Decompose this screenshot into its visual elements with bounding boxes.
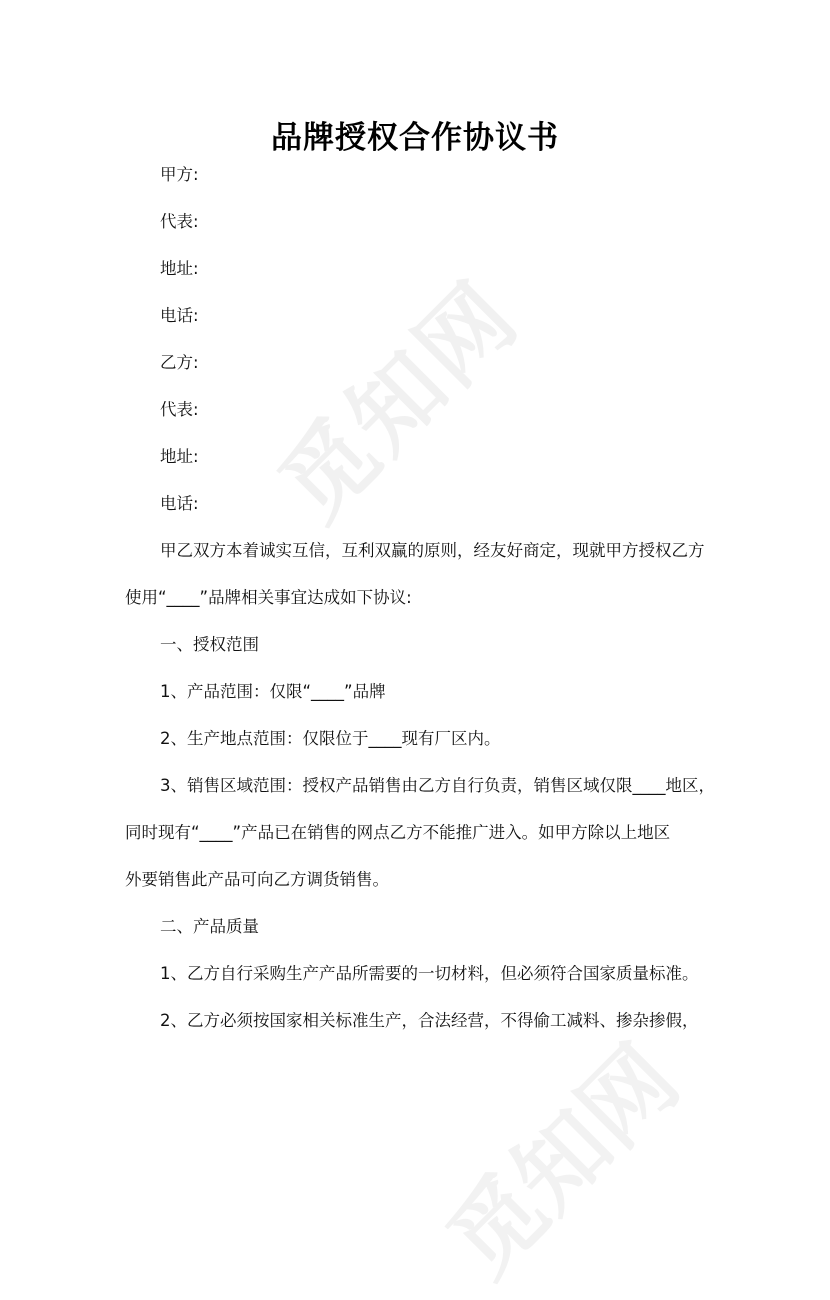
section-2-heading: 二、产品质量 xyxy=(160,917,259,936)
watermark: 觅知网 xyxy=(259,261,539,541)
party-b-phone: 电话: xyxy=(160,494,199,513)
party-b-representative: 代表: xyxy=(160,400,199,419)
section-1-item-2: 2、生产地点范围：仅限位于____现有厂区内。 xyxy=(160,729,501,748)
preamble-line-1: 甲乙双方本着诚实互信，互利双赢的原则，经友好商定，现就甲方授权乙方 xyxy=(160,541,705,560)
document-title: 品牌授权合作协议书 xyxy=(271,120,559,156)
section-1-item-3-line-1: 3、销售区域范围：授权产品销售由乙方自行负责，销售区域仅限____地区， xyxy=(160,776,715,795)
section-1-item-1: 1、产品范围：仅限“____”品牌 xyxy=(160,682,386,701)
section-1-heading: 一、授权范围 xyxy=(160,635,259,654)
party-a-representative: 代表: xyxy=(160,212,199,231)
party-b-label: 乙方: xyxy=(160,353,199,372)
party-a-label: 甲方: xyxy=(160,165,199,184)
party-b-address: 地址: xyxy=(160,447,199,466)
party-a-phone: 电话: xyxy=(160,306,199,325)
watermark-bottom: 觅知网 xyxy=(427,1025,699,1297)
party-a-address: 地址: xyxy=(160,259,199,278)
section-1-item-3-line-3: 外要销售此产品可向乙方调货销售。 xyxy=(125,870,389,889)
section-2-item-1: 1、乙方自行采购生产产品所需要的一切材料，但必须符合国家质量标准。 xyxy=(160,964,699,983)
preamble-line-2: 使用“____”品牌相关事宜达成如下协议: xyxy=(125,588,412,607)
section-2-item-2: 2、乙方必须按国家相关标准生产，合法经营，不得偷工减料、掺杂掺假， xyxy=(160,1011,699,1030)
section-1-item-3-line-2: 同时现有“____”产品已在销售的网点乙方不能推广进入。如甲方除以上地区 xyxy=(125,823,671,842)
